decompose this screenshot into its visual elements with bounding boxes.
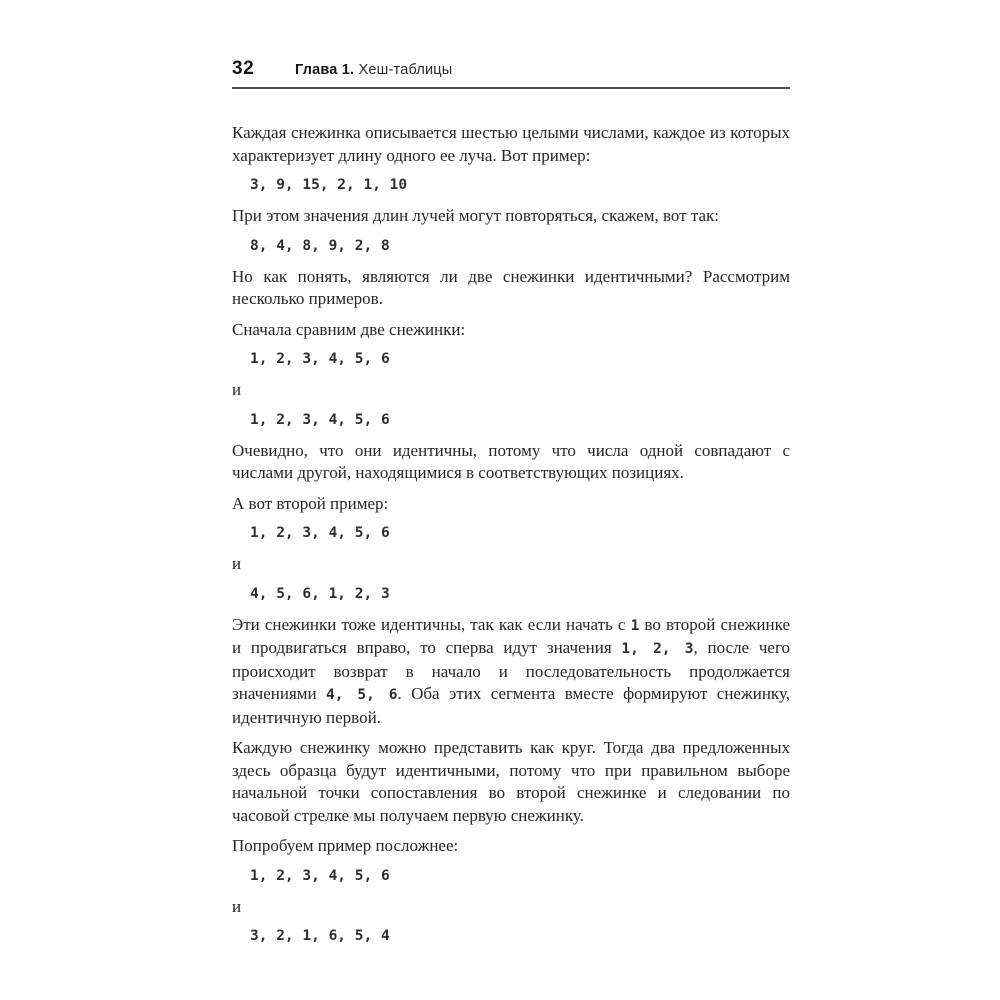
code-line: 1, 2, 3, 4, 5, 6 xyxy=(250,867,390,884)
conjunction-line: и xyxy=(232,380,242,399)
paragraph: А вот второй пример: xyxy=(232,493,389,513)
conjunction-line: и xyxy=(232,896,242,916)
code-line: 4, 5, 6, 1, 2, 3 xyxy=(250,585,390,602)
conjunction-line: и xyxy=(232,554,242,573)
chapter-label: Глава 1. xyxy=(295,62,355,78)
paragraph: Очевидно, что они идентичны, потому что числа одной совпадают с числами другой, находящимися в соответствующих позициях. xyxy=(232,440,790,482)
code-line: 3, 2, 1, 6, 5, 4 xyxy=(250,928,390,944)
paragraph: Каждую снежинку можно представить как круг. Тогда два предложенных здесь образца будут идентичными, потому что при правильном выборе начальной точки сопоставления во второй снежинке и следовании по часовой стрелке мы получаем первую снежинку. xyxy=(232,738,790,825)
inline-code: 4, 5, 6 xyxy=(326,687,398,703)
paragraph: Сначала сравним две снежинки: xyxy=(232,319,466,339)
chapter-reference xyxy=(295,62,452,78)
inline-code: 1 xyxy=(630,617,640,634)
text-column xyxy=(232,58,790,956)
code-line: 3, 9, 15, 2, 1, 10 xyxy=(250,177,408,193)
paragraph: Но как понять, являются ли две снежинки идентичными? Рассмотрим несколько примеров. xyxy=(232,266,790,308)
paragraph: Эти снежинки тоже идентичны, так как если начать с 1 во второй снежинке и продвигаться вправо, то сперва идут значения 1, 2, 3, после чего происходит возврат в начало и последовательность продолжается значениями 4, 5, 6. Оба этих сегмента вместе формируют снежинку, идентичную первой. xyxy=(232,614,790,727)
code-line: 1, 2, 3, 4, 5, 6 xyxy=(250,351,390,367)
paragraph: Каждая снежинка описывается шестью целыми числами, каждое из которых характеризует длину одного ее луча. Вот пример: xyxy=(232,123,790,165)
inline-code: 1, 2, 3 xyxy=(621,641,694,657)
page-number: 32 xyxy=(232,58,255,79)
code-line: 1, 2, 3, 4, 5, 6 xyxy=(250,411,390,428)
code-line: 8, 4, 8, 9, 2, 8 xyxy=(250,237,390,254)
paragraph: При этом значения длин лучей могут повторяться, скажем, вот так: xyxy=(232,206,719,225)
chapter-title: Хеш-таблицы xyxy=(358,62,453,78)
page-body xyxy=(232,122,790,946)
running-head xyxy=(232,58,790,89)
paragraph: Попробуем пример посложнее: xyxy=(232,836,459,855)
code-line: 1, 2, 3, 4, 5, 6 xyxy=(250,525,390,541)
